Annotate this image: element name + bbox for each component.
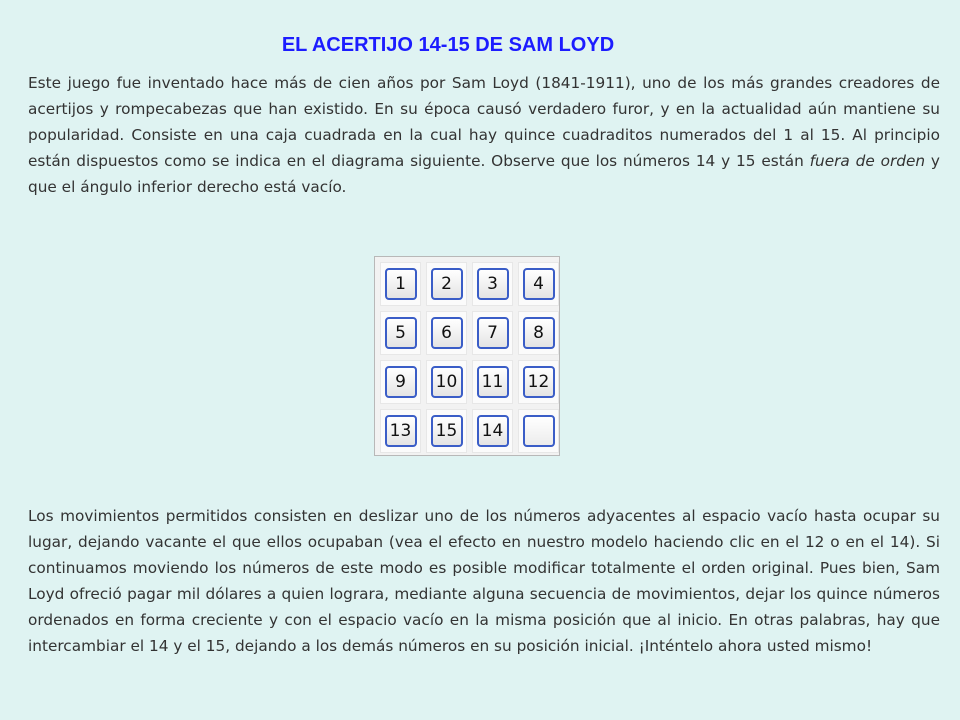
intro-text-end: y que el ángulo inferior derecho está vacío. bbox=[28, 152, 940, 196]
puzzle-cell bbox=[426, 409, 467, 453]
puzzle-cell bbox=[472, 311, 513, 355]
puzzle-tile-11[interactable]: 11 bbox=[477, 366, 509, 398]
puzzle-cell bbox=[380, 360, 421, 404]
puzzle-tile-8[interactable]: 8 bbox=[523, 317, 555, 349]
puzzle-cell bbox=[518, 360, 559, 404]
puzzle-tile-7[interactable]: 7 bbox=[477, 317, 509, 349]
puzzle-cell bbox=[426, 262, 467, 306]
puzzle-tile-10[interactable]: 10 bbox=[431, 366, 463, 398]
puzzle-cell bbox=[518, 262, 559, 306]
puzzle-tile-3[interactable]: 3 bbox=[477, 268, 509, 300]
puzzle-cell bbox=[518, 311, 559, 355]
puzzle-cell bbox=[472, 262, 513, 306]
puzzle-tile-4[interactable]: 4 bbox=[523, 268, 555, 300]
puzzle-cell bbox=[426, 360, 467, 404]
puzzle-tile-6[interactable]: 6 bbox=[431, 317, 463, 349]
puzzle-empty-slot[interactable] bbox=[523, 415, 555, 447]
intro-italic-text: fuera de orden bbox=[809, 152, 926, 170]
intro-text-start: Este juego fue inventado hace más de cien años por Sam Loyd (1841-1911), uno de los más grandes creadores de acertijos y rompecabezas que han existido. En su época causó verdadero furor, y en la actualidad aún mantiene su popularidad. Consiste en una caja cuadrada en la cual hay quince cuadraditos numerados del 1 al 15. Al principio están dispuestos como se indica en el diagrama siguiente. Observe que los números 14 y 15 están bbox=[28, 74, 940, 170]
puzzle-cell bbox=[518, 409, 559, 453]
page-title: EL ACERTIJO 14-15 DE SAM LOYD bbox=[281, 34, 615, 56]
puzzle-tile-9[interactable]: 9 bbox=[385, 366, 417, 398]
intro-paragraph bbox=[28, 70, 940, 200]
puzzle-tile-5[interactable]: 5 bbox=[385, 317, 417, 349]
rules-paragraph: Los movimientos permitidos consisten en deslizar uno de los números adyacentes al espacio vacío hasta ocupar su lugar, dejando vacante el que ellos ocupaban (vea el efecto en nuestro modelo haciendo clic en el 12 o en el 14). Si continuamos moviendo los números de este modo es posible modificar totalmente el orden original. Pues bien, Sam Loyd ofreció pagar mil dólares a quien lograra, mediante alguna secuencia de movimientos, dejar los quince números ordenados en forma creciente y con el espacio vacío en la misma posición que al inicio. En otras palabras, hay que intercambiar el 14 y el 15, dejando a los demás números en su posición inicial. ¡Inténtelo ahora usted mismo! bbox=[28, 507, 940, 655]
puzzle-cell bbox=[380, 409, 421, 453]
puzzle-board bbox=[374, 256, 560, 456]
puzzle-cell bbox=[380, 262, 421, 306]
puzzle-cell bbox=[472, 360, 513, 404]
puzzle-tile-13[interactable]: 13 bbox=[385, 415, 417, 447]
puzzle-cell bbox=[426, 311, 467, 355]
puzzle-cell bbox=[472, 409, 513, 453]
puzzle-tile-14[interactable]: 14 bbox=[477, 415, 509, 447]
puzzle-tile-1[interactable]: 1 bbox=[385, 268, 417, 300]
puzzle-cell bbox=[380, 311, 421, 355]
puzzle-tile-15[interactable]: 15 bbox=[431, 415, 463, 447]
puzzle-tile-12[interactable]: 12 bbox=[523, 366, 555, 398]
puzzle-tile-2[interactable]: 2 bbox=[431, 268, 463, 300]
